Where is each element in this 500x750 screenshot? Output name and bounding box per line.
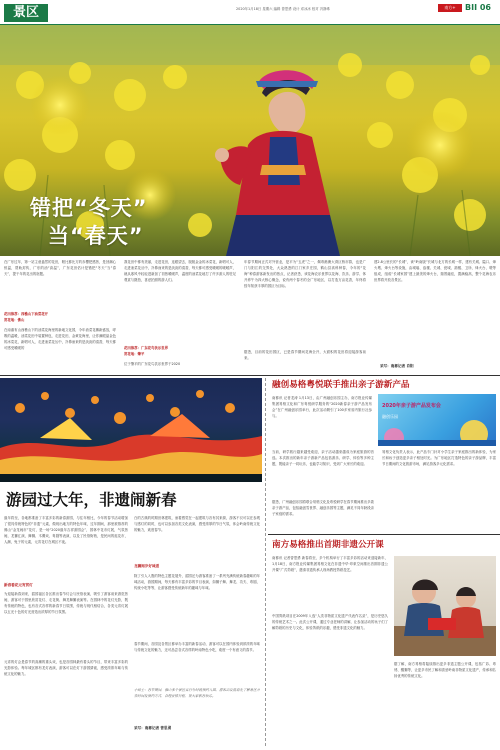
story1-col2: 我花田中都有美丽，走进花田，连眼望去，脱脱金金的冰菜花，新唱可人，走进油菜花丛中，扑鼻而来的是淡淡的清香，每天都可感受暖暖的暖暖声，就从寒风中轻轻进新加了初热暖暖声，温度的油菜花地打了许多游人的驻足观赏与摄拍，喜爱拍照的游人们。 [124, 260, 236, 282]
story1-col1-caption2: 赏花地：佛山 [4, 318, 25, 322]
story1-col1-caption1: 花田推荐：西樵山下油菜花开 [4, 312, 49, 316]
story3-bottom-rule [268, 534, 500, 535]
story2-body5: 除了引人入胜的特色主题花展外，韶园还为游客准备了一系列充满传统新春趣味的年味活动，游园期间，每天都有丰富多彩的节目表演，如狮子舞、舞龙、功夫、粤剧、传统小吃等等，让游客感受传统新年的趣味与年味。 [134, 574, 260, 590]
story3-headline: 融创易格粤悦联手推出亲子游新产品 [272, 380, 410, 390]
hero-title-line2: 当“春天” [48, 224, 144, 248]
story2-photo [0, 378, 262, 482]
lantern-festival-illustration [0, 378, 262, 482]
story2-note: 小贴士：春节期间，佛山多个景区实行分时段预约入园，游客出发前请先了解景区开放时间及预约方式，合理安排行程，祝大家新春快乐。 [134, 688, 260, 698]
story1-col2b: 位于肇平的广东花鸟饮乐世界于2020 [124, 362, 181, 366]
story3-body2: 当前，研学旅行越来越受欢迎，亲子活动越来越成为家庭旅游的首选。本次推出的新年亲子游新产品包括游乐、研学、体验等多种主题，既能亲子一同玩乐，也能学习知识，受到广大家长的欢迎。 [272, 450, 374, 466]
column-divider [265, 378, 266, 746]
story2-section-label2: 龙狮闹岁好味道 [134, 564, 160, 568]
story4-headline: 南方易格推出首期非遗公开课 [272, 540, 384, 550]
story4-body2: 中国剪纸项目在2009年入选“人类非物质文化遗产代表作名录”，是历史悠久的传统艺术之一。此次公开课，通过专业老师的讲解，让参加活动的孩子们了解剪纸的历史与文化，体验剪纸的乐趣，感受非遗文化的魅力。 [272, 614, 388, 630]
story4-photo [394, 556, 496, 656]
hero-title-line1: 错把“冬天” [30, 196, 148, 220]
story1-bottom-rule [0, 375, 500, 376]
story1-byline: 采写：南都记者 肖阳 [380, 364, 414, 368]
page-tag: 南方+ [438, 4, 462, 12]
story1-col2-caption2: 赏花地：肇平 [124, 352, 145, 356]
story1-col4: 建2.8公里长的“长城”，该“岭南版”长城与北方的长城一样，建有关城、隘口、烽火墩、烽火台等设施，由城墙、敌楼、关城、瓮城、箭楼、卫所、烽火台、墩等组成，组成“长城家园”建上最美的烽火台，瑞景融佳，置满稳高，整个花海农乐世界将开放各景区。 [374, 260, 496, 282]
story2-body2: 为迎接新春到来，韶园福区各区推出春节灯会与民俗表演，吸引了游客前来游览热闹，游客可于园里欣赏花灯、走花街、舞龙舞狮表演等。在园林中的花灯光影，既有传统的特色，也有各式各样的新春节日氛围，传统与现代相结合，各类元宵灯展以五光十色的灯光营造出浓厚的节日氛围。 [4, 592, 128, 614]
story1-col1b: 在南番布山西樵山下的油菜花海里的新地文化园，今年油菜花摊新盛放，呼吸的温暖，油菜花田中装置种包，走进花田，金黄花海里，让你满眼晶金色的冰菜花，新唱可人，走进油菜花丛中，扑鼻而来的是淡淡的清香，每天都可感受暖暖的 [4, 328, 116, 350]
story3-poster-sub: 融创乐园 [382, 414, 398, 419]
story3-poster-title: 2020年亲子游产品发布会 [382, 403, 441, 409]
page-number: BII 06 [465, 3, 491, 12]
story1-col3b: 据悉，目前的花田园区，已是春节期间花海全开，大面积的花田将迎接游客前来。 [244, 350, 366, 360]
section-title: 景区 [12, 5, 39, 20]
story1-col3: 年春节期间正式对外营业，是平为“五虎”之一，佩粤港澳大湾区核市群，也是广门与阳江的交界处，大众熟悉的江门家乡庄园，鹤山县高科种春，今年的“花海”种春游客新发出的热点，记者获悉，该花海农乐世界以花海、饮乐、游学、休开养午为四大核心概念，说有两个春冬的全广东地区，以打造万亩花香，年终将按年知获丰厚的园区为目标。 [244, 260, 366, 288]
story2-body6: 春节期间，各园及各景区都举办丰富的新春活动，游客可以在园内体验到浓浓的年味与传统文化的魅力，还可品尝各式各样的岭南特色小吃，欢度一个有意义的春节。 [134, 642, 260, 652]
story4-body: 南都讯 记者曾思勇 新春将至，多个机构举行了丰富多彩的活动来迎接新年，1月18日，南方报业传媒集团易格文化在非遗中华·印象空间推出首期非遗公开课“广式剪纸”，邀请非遗传承人现场教授剪纸技艺。 [272, 556, 388, 572]
story2-body1: 鼠年将至，各地都准备了丰富多彩的新春游园，与往年相比，今年的春节活动增加了很具传统特色的“非遗”元素，做现出地方的特色年味，过年期间，那里被推荐的佛山“金龙闹市”花灯，是一场“2020鼠年吉祥游园会”，园林中花市灯展，气氛热闹，龙狮汇演，舞狮、木偶戏、粤剧等表演，以及了民俗街巷，是民间的逛花市，人潮，兔子的元素，元宵花灯在城区不夜。 [4, 516, 128, 544]
story1-col2-caption1: 花田推荐：广东花鸟饮乐世界 [124, 346, 169, 350]
story2-body3: 元宵的灯会是春节的高潮的重头戏，也是各园林最有看头的节目，带来丰富多彩的光影体验。每年城区都有龙灯表演，游客可以在灯下游园猜谜，感受浓浓年味与传统文化的魅力。 [4, 660, 128, 676]
story2-byline: 采写：南都记者 曾思勇 [134, 726, 172, 730]
story4-body3: 据了解，南方易格将陆续推出更多非遗主题公开课，包括广彩、粤绣、醒狮等，让更多市民了解和喜爱岭南非物质文化遗产，传承和弘扬优秀的传统文化。 [394, 662, 496, 678]
story3-body3: 据悉，广州融创乐园将联合易格文化及粤悦研学在春节期间推出多款亲子游产品，包括融创雪世界、融创乐园等主题，满足不同年龄段亲子家庭的需求。 [272, 500, 374, 516]
story3-body: 南都讯 记者龙涛 1月13日，由广州融创乐园主办，南方报业传媒集团易格文化和广东粤悦研学服务的“2020新春亲子游产品发布会”在广州融创乐园举行，此次活动吸引了100多家省内旅行社参与。 [272, 396, 372, 418]
story2-headline: 游园过大年，非遗闹新春 [6, 491, 177, 509]
date-line: 2020年1月18日 星期六 编辑 曾思勇 设计 邓冰冰 校对 冯静珠 [236, 7, 330, 11]
story1-col1: 在广东过年，第一站主意盎然的花田，帕比都比方的赤樱把感热，是回潮心恒温，帮助封传，广东的油“高温”，广东花田估计是错把“冬天”当“春天”，提干年的花出的宿题。 [4, 260, 116, 276]
story2-section-label1: 新春看花元宵赏灯 [4, 583, 33, 587]
story3-body4: 易格文化负责人表示，此产品专门针对小学生亲子家庭推出的新体验，为家长和孩子创造更多亲子相处时光。为广东地区打造特色的亲子游品牌，丰富节日期间的文化旅游市场，满足游客多元化需求。 [382, 450, 496, 466]
papercut-class-illustration [394, 556, 496, 656]
story2-body4: 白的古典的时期田林建筑，而着感觉在一起建筑与各有其来源，游客不仅可以在参观与感灯的同时，也可以参加各类文化表演，感受浓厚的节日气氛，体会岭南传统文化的魅力，欢度春节。 [134, 516, 260, 532]
